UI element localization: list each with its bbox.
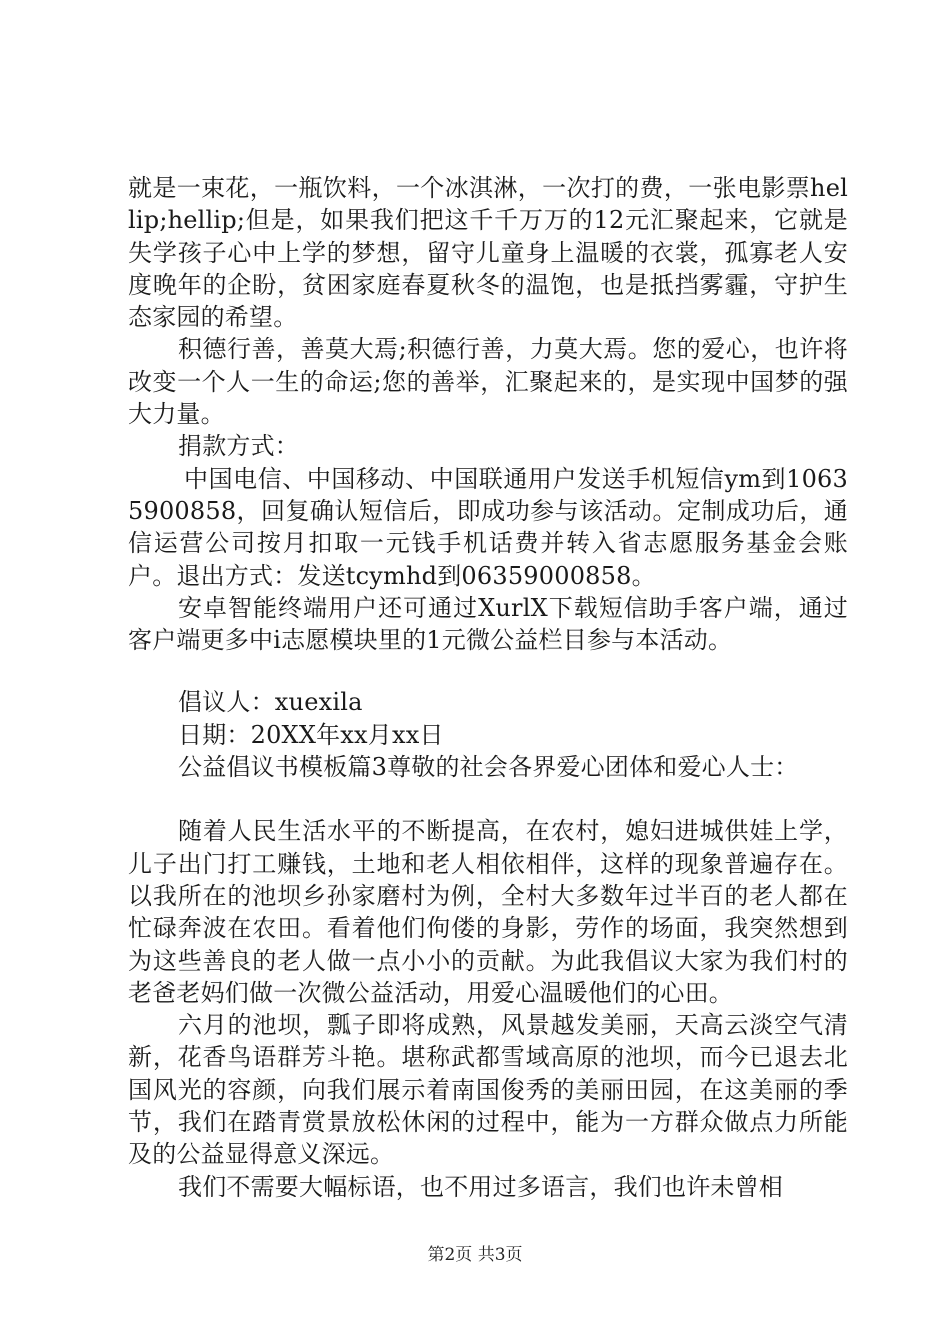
paragraph-rural-living: 随着人民生活水平的不断提高，在农村，媳妇进城供娃上学，儿子出门打工赚钱，土地和老人相依相伴，这样的现象普遍存在。以我所在的池坝乡孙家磨村为例，全村大多数年过半百的老人都在忙碌奔波在农田。看着他们佝偻的身影，劳作的场面，我突然想到为这些善良的老人做一点小小的贡献。为此我倡议大家为我们村的老爸老妈们做一次微公益活动，用爱心温暖他们的心田。: [128, 817, 848, 1007]
paragraph-june-chiba: 六月的池坝，瓢子即将成熟，风景越发美丽，天高云淡空气清新，花香鸟语群芳斗艳。堪称武都雪域高原的池坝，而今已退去北国风光的容颜，向我们展示着南国俊秀的美丽田园，在这美丽的季节，我们在踏青赏景放松休闲的过程中，能为一方群众做点力所能及的公益显得意义深远。: [128, 1011, 848, 1169]
paragraph-donation-method-heading: 捐款方式：: [178, 432, 299, 461]
paragraph-android-client: 安卓智能终端用户还可通过XurlX下载短信助手客户端，通过客户端更多中i志愿模块里的1元微公益栏目参与本活动。: [128, 593, 848, 655]
paragraph-flower-drink: 就是一束花，一瓶饮料，一个冰淇淋，一次打的费，一张电影票hellip;hellip;但是，如果我们把这千千万万的12元汇聚起来，它就是失学孩子心中上学的梦想，留守儿童身上温暖的衣裳，孤寡老人安度晚年的企盼，贫困家庭春夏秋冬的温饱，也是抵挡雾霾，守护生态家园的希望。: [128, 174, 848, 332]
paragraph-template-salutation: 公益倡议书模板篇3尊敬的社会各界爱心团体和爱心人士：: [178, 753, 799, 782]
paragraph-date: 日期：20XX年xx月xx日: [178, 720, 444, 749]
paragraph-initiator: 倡议人：xuexila: [178, 688, 363, 717]
paragraph-sms-instructions: 中国电信、中国移动、中国联通用户发送手机短信ym到10635900858，回复确认短信后，即成功参与该活动。定制成功后，通信运营公司按月扣取一元钱手机话费并转入省志愿服务基金会账户。退出方式：发送tcymhd到06359000858。: [128, 464, 848, 590]
paragraph-no-slogans: 我们不需要大幅标语，也不用过多语言，我们也许未曾相: [178, 1172, 783, 1201]
paragraph-accumulate-virtue: 积德行善，善莫大焉;积德行善，力莫大焉。您的爱心，也许将改变一个人一生的命运;您的善举，汇聚起来的，是实现中国梦的强大力量。: [128, 335, 848, 429]
document-body: [128, 172, 848, 1203]
blank-line: [128, 656, 848, 686]
blank-line: [128, 783, 848, 815]
page-footer: 第2页 共3页: [427, 1245, 523, 1265]
